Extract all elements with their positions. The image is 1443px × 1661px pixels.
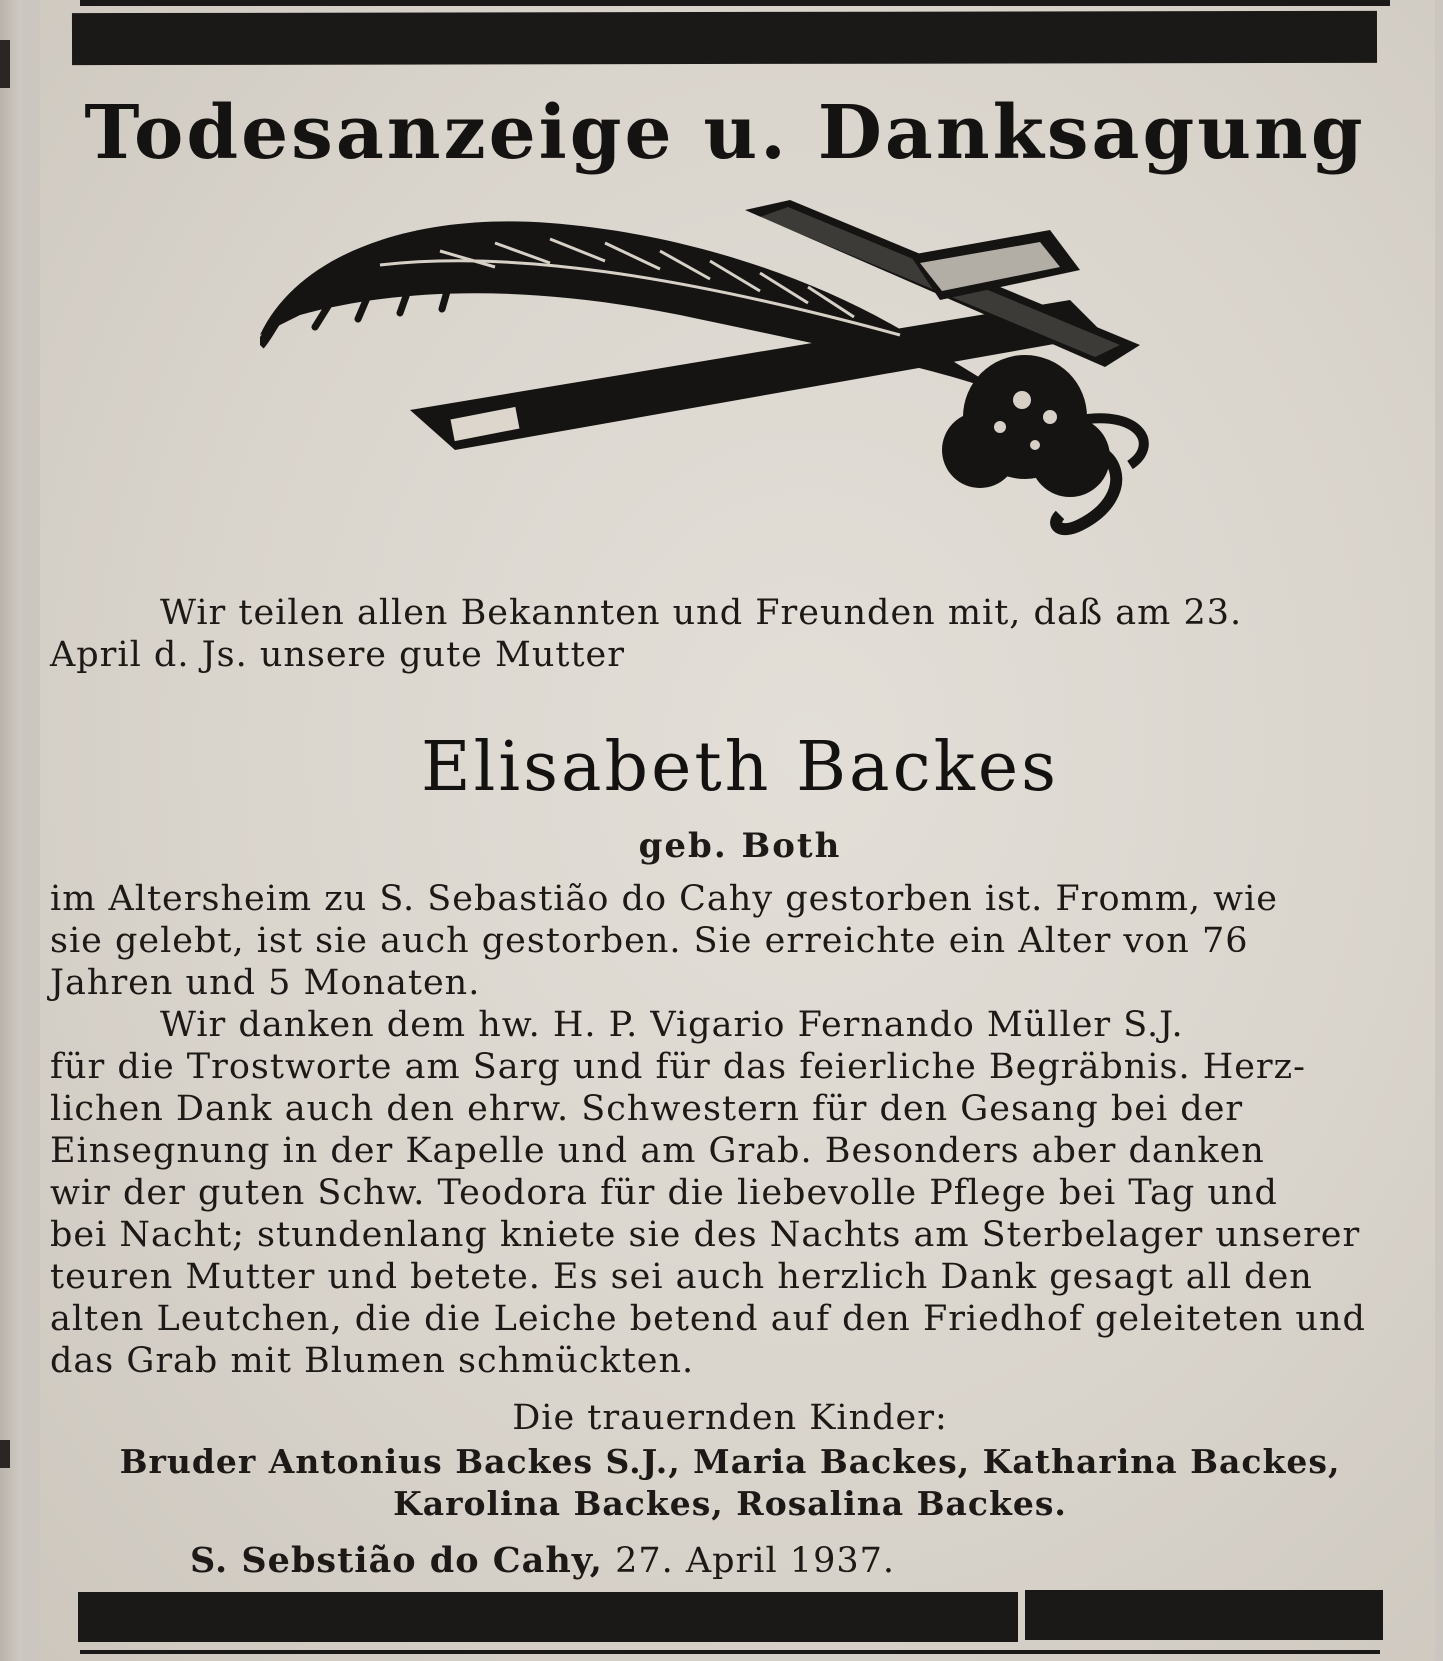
text-line: Jahren und 5 Monaten. [50,963,481,1003]
bottom-thick-rule-left [78,1592,1018,1642]
intro-paragraph [50,592,1410,676]
bottom-thin-rule [80,1650,1380,1654]
signature-intro: Die trauernden Kinder: [512,1398,948,1438]
place-date [190,1540,1290,1582]
text-line: im Altersheim zu S. Sebastião do Cahy gestorben ist. Fromm, wie [50,879,1279,919]
text-line: für die Trostworte am Sarg und für das feierliche Begräbnis. Herz- [50,1047,1306,1087]
page-edge [0,0,22,1661]
page-title: Todesanzeige u. Danksagung [84,90,1366,176]
children-names [50,1441,1410,1525]
text-line: Bruder Antonius Backes S.J., Maria Backes, Katharina Backes, [119,1442,1341,1481]
text-line: Karolina Backes, Rosalina Backes. [393,1484,1067,1523]
text-line: das Grab mit Blumen schmückten. [50,1341,695,1381]
text-line: wir der guten Schw. Teodora für die liebevolle Pflege bei Tag und [50,1173,1278,1213]
thanks-paragraph [50,1004,1410,1382]
text-line: Wir danken dem hw. H. P. Vigario Fernando Müller S.J. [160,1005,1184,1045]
text-line: lichen Dank auch den ehrw. Schwestern für den Gesang bei der [50,1089,1244,1129]
place: S. Sebstião do Cahy, [190,1540,603,1581]
deceased-name: Elisabeth Backes [420,728,1060,807]
top-thin-rule [80,0,1390,6]
text-line: April d. Js. unsere gute Mutter [50,635,625,675]
text-line: teuren Mutter und betete. Es sei auch herzlich Dank gesagt all den [50,1257,1313,1297]
date: 27. April 1937. [615,1541,896,1581]
text-line: bei Nacht; stundenlang kniete sie des Nachts am Sterbelager unserer [50,1215,1361,1255]
bottom-thick-rule-right [1025,1590,1383,1640]
page-edge-mark [0,1440,10,1468]
text-line: Einsegnung in der Kapelle und am Grab. Besonders aber danken [50,1131,1265,1171]
text-line: alten Leutchen, die die Leiche betend auf den Friedhof geleiteten und [50,1299,1366,1339]
text-line: sie gelebt, ist sie auch gestorben. Sie erreichte ein Alter von 76 [50,921,1249,961]
emblem [260,195,1220,575]
text-line: Wir teilen allen Bekannten und Freunden mit, daß am 23. [160,593,1243,633]
top-thick-rule [72,11,1377,65]
death-paragraph [50,878,1410,1004]
page-edge-mark [0,40,10,88]
birth-name: geb. Both [638,826,842,866]
